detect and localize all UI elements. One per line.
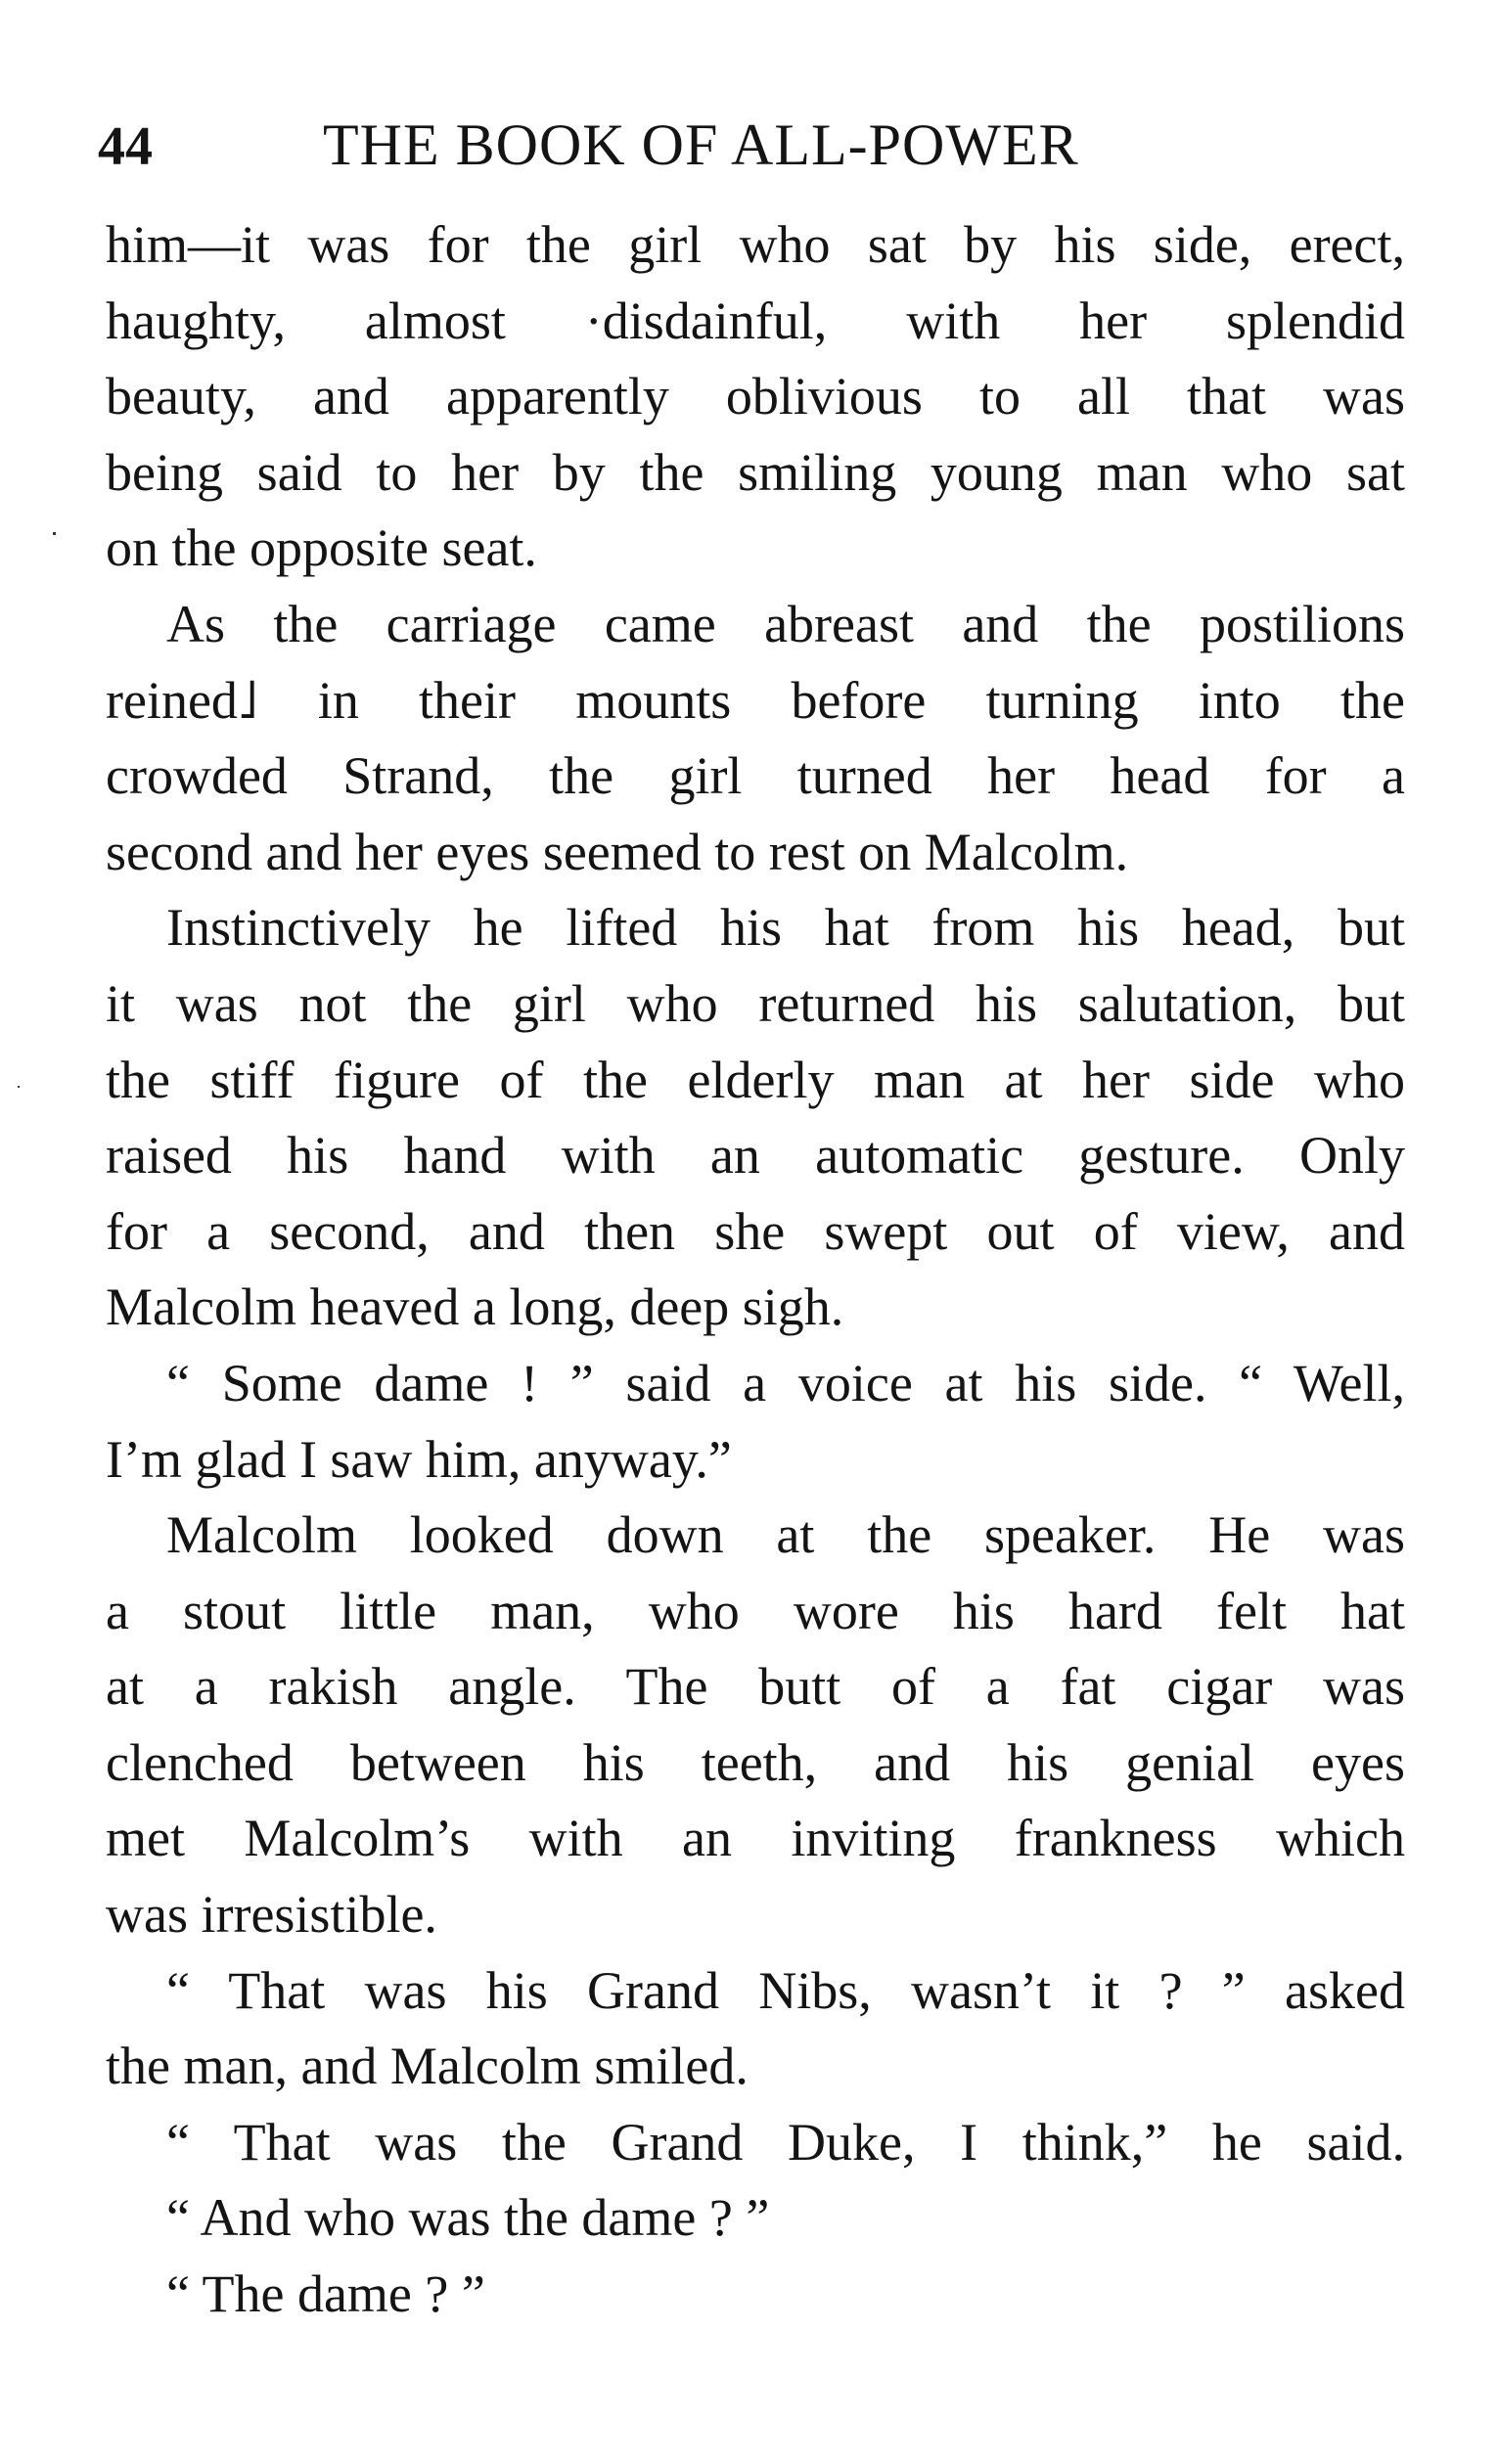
text-line: him—it was for the girl who sat by his side, erect, bbox=[106, 215, 1405, 274]
text-line: “ And who was the dame ? ” bbox=[166, 2188, 770, 2248]
text-line: Instinctively he lifted his hat from his head, but bbox=[166, 898, 1405, 958]
text-line: second and her eyes seemed to rest on Malcolm. bbox=[106, 822, 1129, 881]
text-line: I’m glad I saw him, anyway.” bbox=[106, 1429, 732, 1489]
text-line: being said to her by the smiling young man who sat bbox=[106, 442, 1405, 502]
text-line: the man, and Malcolm smiled. bbox=[106, 2037, 749, 2096]
text-line: beauty, and apparently oblivious to all that was bbox=[106, 367, 1405, 426]
text-line: As the carriage came abreast and the postilions bbox=[166, 594, 1405, 653]
text-line: met Malcolm’s with an inviting frankness which bbox=[106, 1809, 1405, 1868]
text-line: for a second, and then she swept out of view, and bbox=[106, 1201, 1405, 1261]
text-line: reined˩ in their mounts before turning into the bbox=[106, 670, 1405, 730]
text-line: the stiff figure of the elderly man at her side who bbox=[106, 1050, 1405, 1109]
text-line: it was not the girl who returned his salutation, but bbox=[106, 973, 1405, 1033]
body-text bbox=[106, 207, 1405, 2333]
text-line: “ The dame ? ” bbox=[166, 2264, 485, 2324]
text-line: Malcolm heaved a long, deep sigh. bbox=[106, 1277, 844, 1337]
margin-mark bbox=[18, 1086, 20, 1088]
text-line: “ That was the Grand Duke, I think,” he said. bbox=[166, 2112, 1405, 2172]
text-line: on the opposite seat. bbox=[106, 518, 537, 578]
text-line: a stout little man, who wore his hard felt hat bbox=[106, 1581, 1405, 1640]
text-line: raised his hand with an automatic gesture. Only bbox=[106, 1126, 1405, 1186]
text-line: was irresistible. bbox=[106, 1885, 437, 1945]
text-line: clenched between his teeth, and his genial eyes bbox=[106, 1732, 1405, 1792]
text-line: Malcolm looked down at the speaker. He was bbox=[166, 1505, 1405, 1565]
text-line: “ Some dame ! ” said a voice at his side. “ Well, bbox=[166, 1353, 1405, 1412]
text-line: “ That was his Grand Nibs, wasn’t it ? ” asked bbox=[166, 1960, 1405, 2020]
margin-mark bbox=[53, 532, 56, 535]
page-header bbox=[98, 106, 1409, 184]
running-title: THE BOOK OF ALL-POWER bbox=[323, 112, 1079, 177]
text-line: at a rakish angle. The butt of a fat cigar was bbox=[106, 1657, 1405, 1717]
text-line: haughty, almost ·disdainful, with her splendid bbox=[106, 291, 1405, 350]
text-line: crowded Strand, the girl turned her head for a bbox=[106, 746, 1405, 806]
page-number: 44 bbox=[98, 116, 153, 177]
